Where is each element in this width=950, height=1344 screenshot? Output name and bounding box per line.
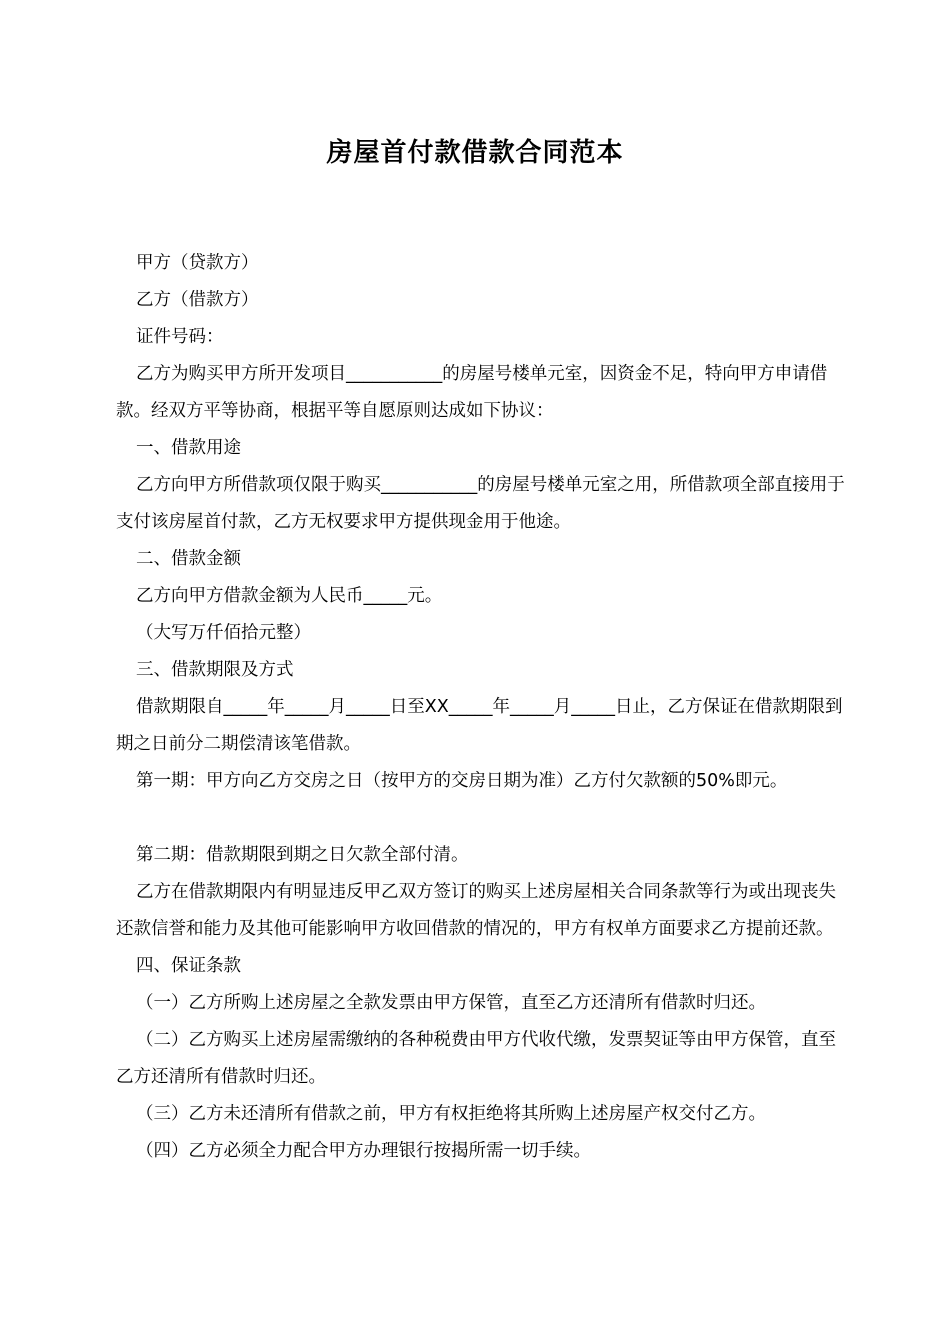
guarantee-item-2: （二）乙方购买上述房屋需缴纳的各种税费由甲方代收代缴，发票契证等由甲方保管，直至乙方还清所有借款时归还。	[116, 1030, 836, 1087]
party-b-line: 乙方（借款方）	[136, 290, 259, 310]
preamble-paragraph: 乙方为购买甲方所开发项目___________的房屋号楼单元室，因资金不足，特向甲方申请借款。经双方平等协商，根据平等自愿原则达成如下协议：	[116, 364, 828, 421]
purpose-paragraph: 乙方向甲方所借款项仅限于购买___________的房屋号楼单元室之用，所借款项全部直接用于支付该房屋首付款，乙方无权要求甲方提供现金用于他途。	[116, 475, 845, 532]
section-heading-term: 三、借款期限及方式	[136, 660, 294, 680]
guarantee-item-3: （三）乙方未还清所有借款之前，甲方有权拒绝将其所购上述房屋产权交付乙方。	[136, 1104, 766, 1124]
guarantee-item-4: （四）乙方必须全力配合甲方办理银行按揭所需一切手续。	[136, 1141, 591, 1161]
document-body	[116, 245, 846, 1170]
paragraph-gap	[116, 800, 846, 837]
second-installment-paragraph: 第二期：借款期限到期之日欠款全部付清。	[136, 845, 469, 865]
section-heading-guarantee: 四、保证条款	[136, 956, 241, 976]
party-a-line: 甲方（贷款方）	[136, 253, 259, 273]
id-number-line: 证件号码：	[136, 327, 224, 347]
section-heading-amount: 二、借款金额	[136, 549, 241, 569]
early-repayment-paragraph: 乙方在借款期限内有明显违反甲乙双方签订的购买上述房屋相关合同条款等行为或出现丧失还款信誉和能力及其他可能影响甲方收回借款的情况的，甲方有权单方面要求乙方提前还款。	[116, 882, 836, 939]
first-installment-paragraph: 第一期：甲方向乙方交房之日（按甲方的交房日期为准）乙方付欠款额的50%即元。	[136, 771, 788, 791]
amount-uppercase-line: （大写万仟佰拾元整）	[136, 623, 311, 643]
term-paragraph: 借款期限自_____年_____月_____日至XX_____年_____月_____日止，乙方保证在借款期限到期之日前分二期偿清该笔借款。	[116, 697, 843, 754]
section-heading-purpose: 一、借款用途	[136, 438, 241, 458]
amount-paragraph: 乙方向甲方借款金额为人民币_____元。	[136, 586, 443, 606]
document-title: 房屋首付款借款合同范本	[326, 138, 624, 168]
guarantee-item-1: （一）乙方所购上述房屋之全款发票由甲方保管，直至乙方还清所有借款时归还。	[136, 993, 766, 1013]
